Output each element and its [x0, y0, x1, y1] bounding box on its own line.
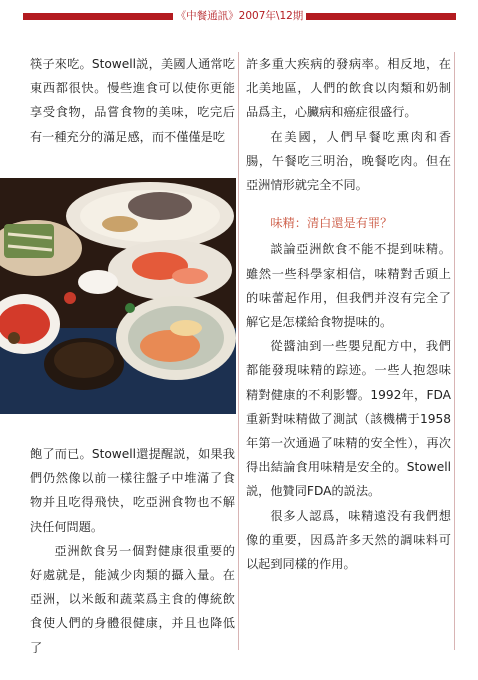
paragraph: 亞洲飲食另一個對健康很重要的好處就是，能減少肉類的攝入量。在亞洲，以米飯和蔬菜爲主食的傳統飲食使人們的身體很健康，并且也降低了: [30, 543, 235, 655]
left-column-bottom: [30, 442, 235, 660]
page-header: [0, 8, 478, 26]
section-subheading: 味精：清白還是有罪？: [270, 216, 393, 231]
paragraph: 談論亞洲飲食不能不提到味精。雖然一些科學家相信，味精對舌頭上的味蕾起作用，但我們并沒有完全了解它是怎樣給食物提味的。: [246, 242, 451, 330]
paragraph: 飽了而已。Stowell還提醒説，如果我們仍然像以前一樣往盤子中堆滿了食物并且吃得飛快，吃亞洲食物也不解決任何問題。: [30, 447, 235, 534]
header-rule-left: [23, 13, 173, 20]
right-column: [246, 52, 451, 576]
paragraph: 從醬油到一些嬰兒配方中，我們都能發現味精的踪迹。一些人抱怨味精對健康的不利影響。1992年，FDA重新對味精做了測試（該機構于1958年第一次通過了味精的安全性），再次得出結論食用味精是安全的。Stowell説，他贊同FDA的説法。: [246, 339, 451, 499]
paragraph: 許多重大疾病的發病率。相反地，在北美地區，人們的飲食以肉類和奶制品爲主，心臟病和癌症很盛行。: [246, 57, 451, 120]
header-title: 《中餐通訊》2007年\12期: [175, 10, 304, 22]
left-column-top: [30, 52, 235, 149]
food-photo: [0, 178, 236, 414]
food-photo-illustration: [0, 178, 236, 414]
paragraph: 在美國，人們早餐吃熏肉和香腸，午餐吃三明治，晚餐吃肉。但在亞洲情形就完全不同。: [246, 129, 451, 193]
paragraph: 筷子來吃。Stowell説，美國人通常吃東西都很快。慢些進食可以使你更能享受食物，品嘗食物的美味，吃完后有一種充分的滿足感，而不僅僅是吃: [30, 57, 235, 144]
column-divider: [238, 52, 239, 650]
header-rule-right: [306, 13, 456, 20]
paragraph: 很多人認爲，味精遠没有我們想像的重要，因爲許多天然的調味料可以起到同樣的作用。: [246, 508, 451, 572]
right-margin-rule: [454, 52, 455, 650]
